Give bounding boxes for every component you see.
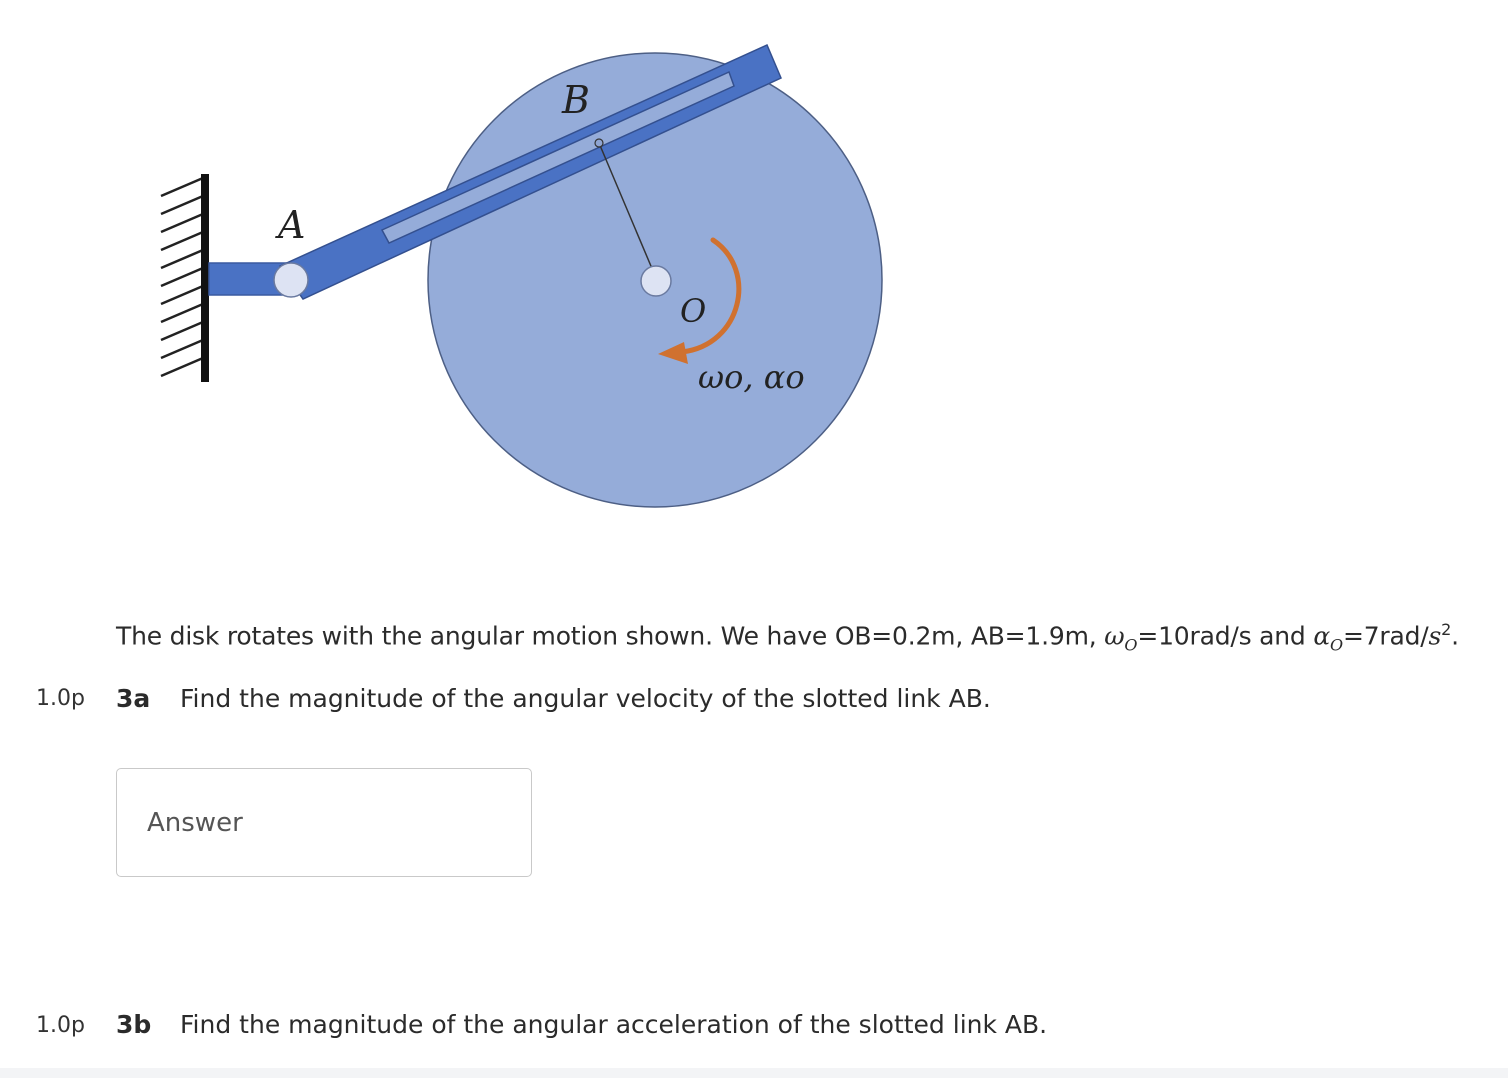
question-text-3b: Find the magnitude of the angular acceleration of the slotted link AB.	[180, 1010, 1048, 1039]
pin-a	[274, 263, 308, 297]
wall-hatching	[161, 178, 203, 376]
label-o: O	[680, 292, 707, 330]
answer-input-3a[interactable]	[116, 768, 532, 877]
unit-exponent: 2	[1441, 620, 1452, 639]
question-number-3b: 3b	[116, 1010, 152, 1039]
omega-symbol: ω	[1104, 621, 1125, 651]
omega-subscript: O	[1124, 635, 1138, 655]
alpha-subscript: O	[1330, 635, 1343, 655]
label-motion: ωo, αo	[698, 358, 805, 396]
points-3a: 1.0p	[36, 686, 85, 711]
pin-o	[641, 266, 671, 296]
intro-suffix: .	[1451, 621, 1459, 651]
omega-value: =10rad/s and	[1137, 621, 1314, 651]
alpha-symbol: α	[1313, 621, 1331, 651]
label-a: A	[278, 203, 306, 247]
question-text-3a: Find the magnitude of the angular velocity of the slotted link AB.	[180, 684, 991, 713]
wall	[201, 174, 209, 382]
unit-s: s	[1428, 621, 1442, 651]
points-3b: 1.0p	[36, 1013, 85, 1038]
problem-statement	[116, 620, 1459, 654]
pin-b	[595, 139, 603, 147]
question-number-3a: 3a	[116, 684, 151, 713]
label-b: B	[562, 78, 590, 122]
alpha-value: =7rad/	[1342, 621, 1429, 651]
bottom-divider	[0, 1068, 1508, 1078]
intro-prefix: The disk rotates with the angular motion shown. We have OB=0.2m, AB=1.9m,	[116, 621, 1105, 651]
